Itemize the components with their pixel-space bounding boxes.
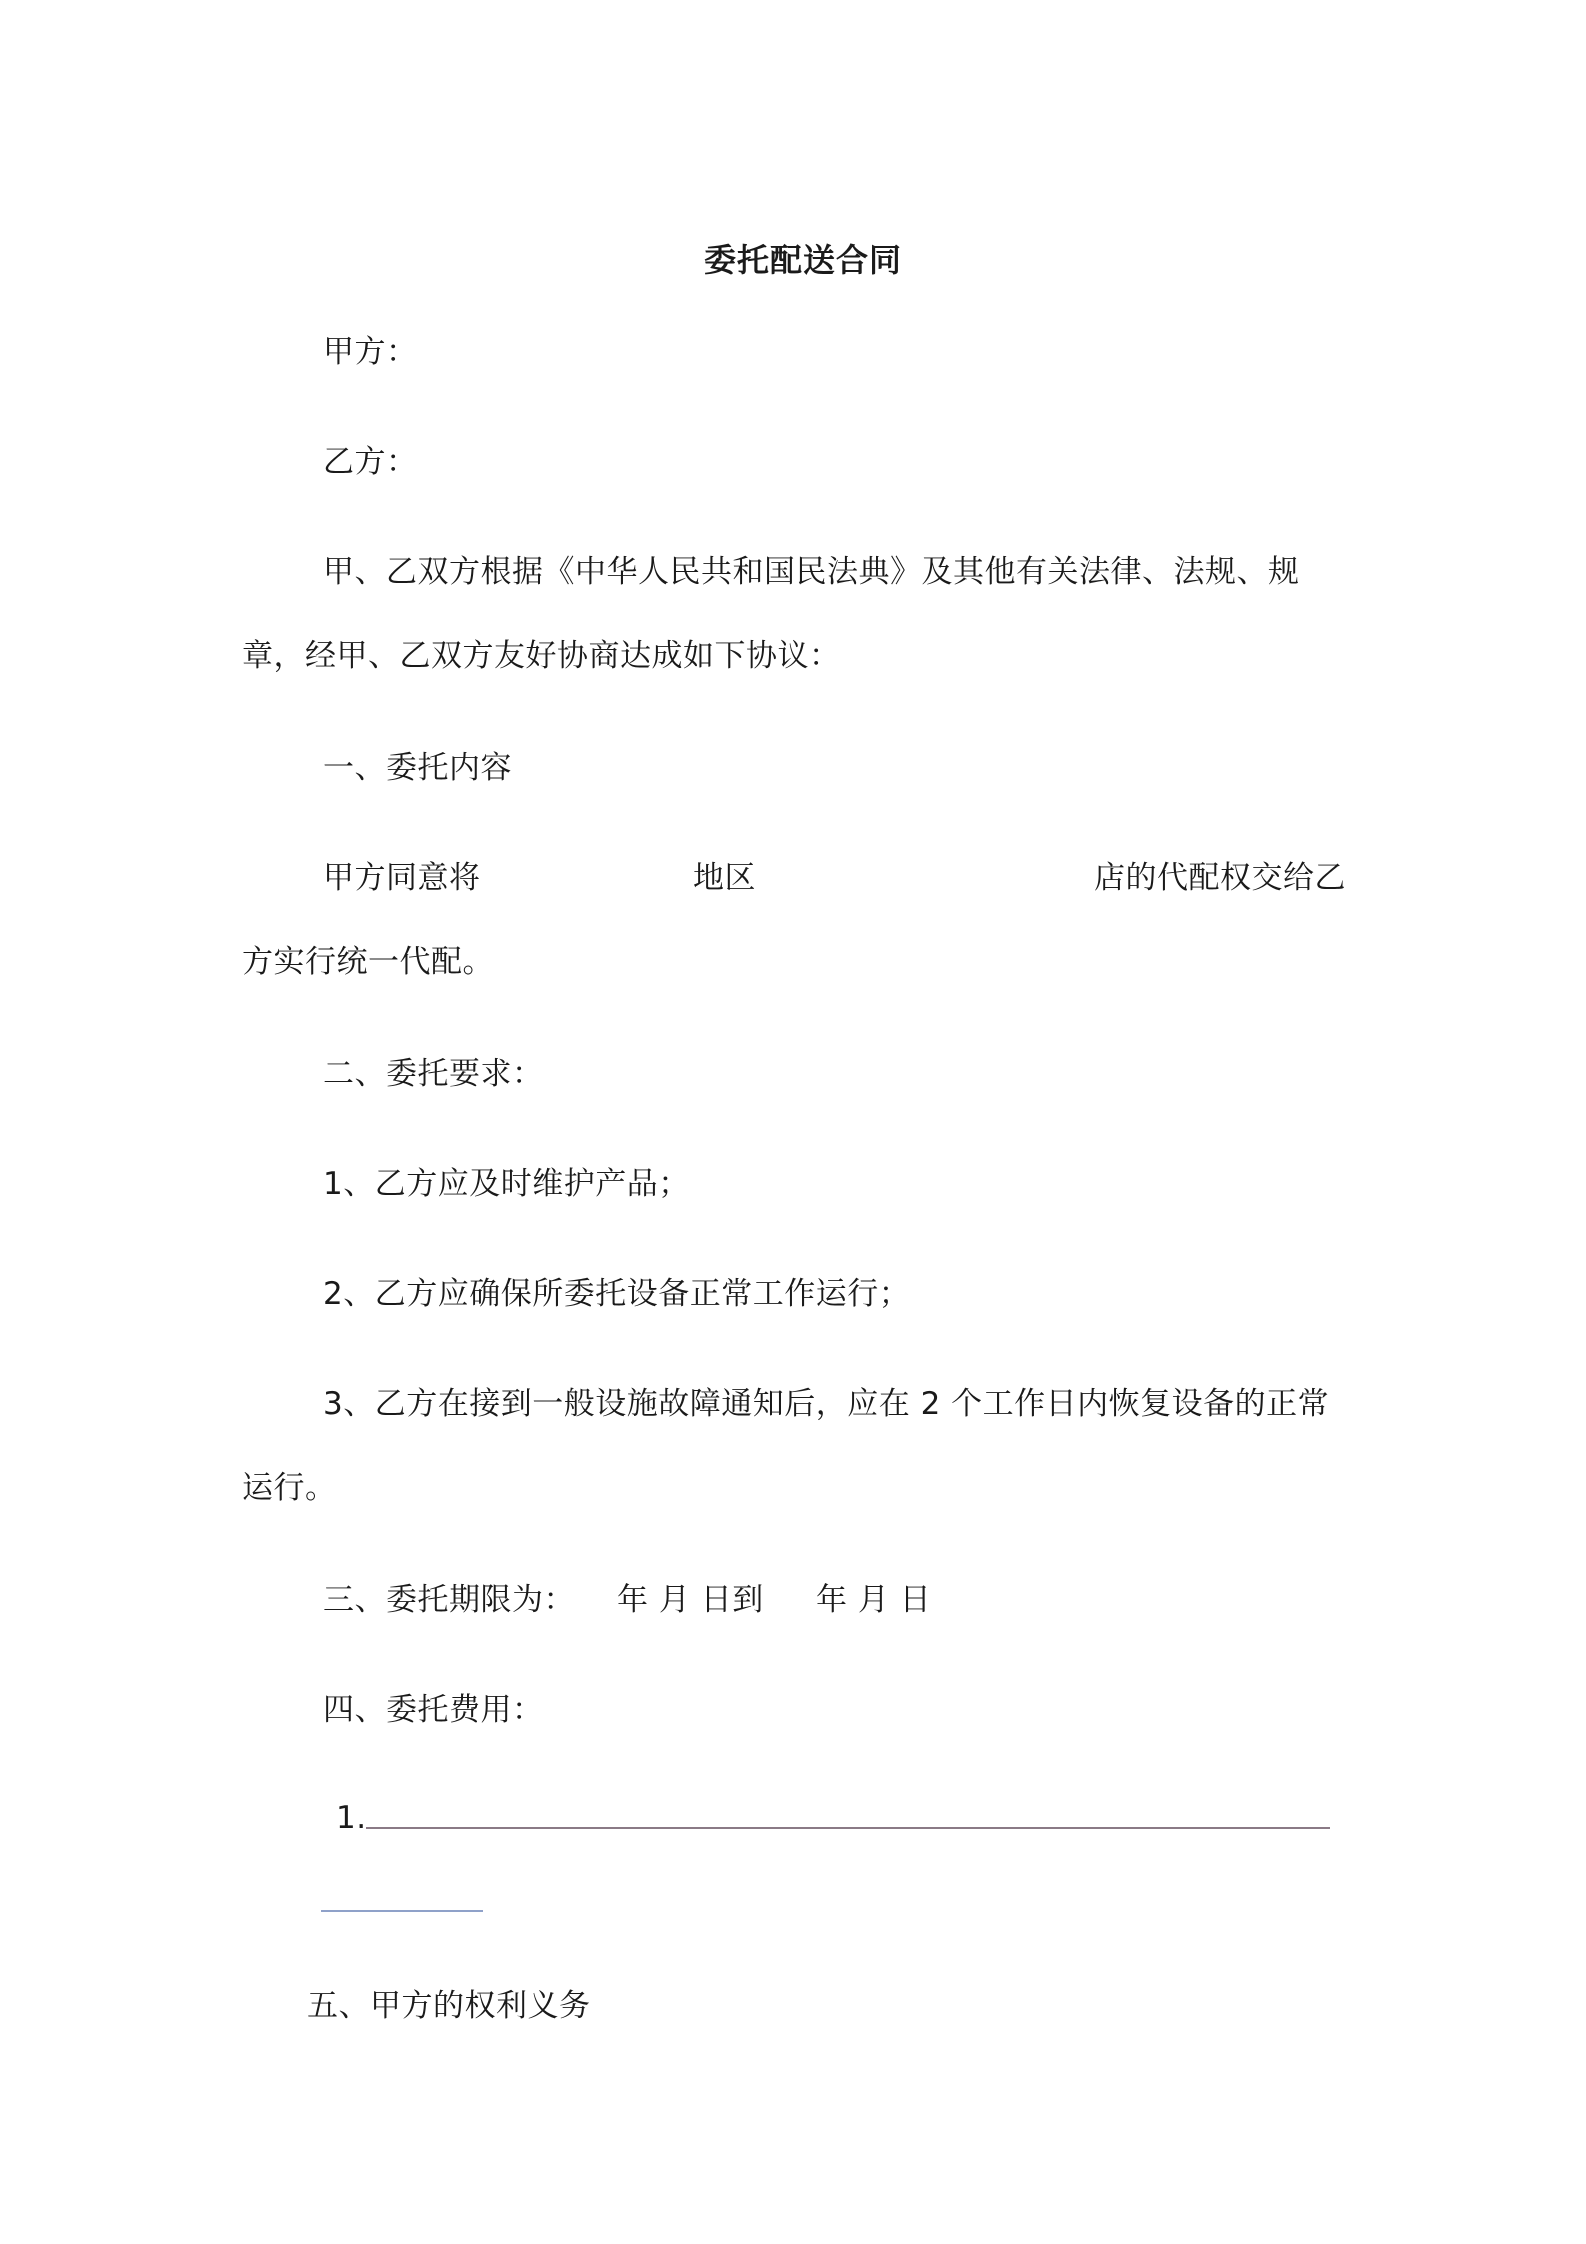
- section-1-text-d: 方实行统一代配。: [242, 944, 494, 980]
- section-1-text-c: 店的代配权交给乙: [1094, 860, 1346, 896]
- section-3-start-date: 年 月 日到: [617, 1582, 764, 1618]
- fee-blank-line-continued: [321, 1910, 483, 1912]
- section-2-item-3-line-2: 运行。: [242, 1470, 337, 1506]
- section-1-text-b: 地区: [693, 860, 756, 896]
- section-3-label: 三、委托期限为：: [323, 1582, 575, 1618]
- section-2-item-1: 1、乙方应及时维护产品；: [323, 1166, 690, 1202]
- party-b-label: 乙方：: [323, 444, 418, 480]
- section-4-item-1-number: 1.: [336, 1800, 367, 1836]
- section-5-heading: 五、甲方的权利义务: [307, 1988, 591, 2024]
- fee-blank-line: [366, 1827, 1330, 1829]
- section-3-end-date: 年 月 日: [816, 1582, 932, 1618]
- document-title: 委托配送合同: [704, 241, 903, 279]
- section-1-heading: 一、委托内容: [323, 750, 512, 786]
- preamble-line-2: 章，经甲、乙双方友好协商达成如下协议：: [242, 638, 841, 674]
- section-2-heading: 二、委托要求：: [323, 1056, 544, 1092]
- section-2-item-3-line-1: 3、乙方在接到一般设施故障通知后，应在 2 个工作日内恢复设备的正常: [323, 1386, 1330, 1422]
- section-1-text-a: 甲方同意将: [323, 860, 481, 896]
- preamble-line-1: 甲、乙双方根据《中华人民共和国民法典》及其他有关法律、法规、规: [323, 554, 1300, 590]
- section-4-heading: 四、委托费用：: [323, 1692, 544, 1728]
- party-a-label: 甲方：: [323, 334, 418, 370]
- section-2-item-2: 2、乙方应确保所委托设备正常工作运行；: [323, 1276, 911, 1312]
